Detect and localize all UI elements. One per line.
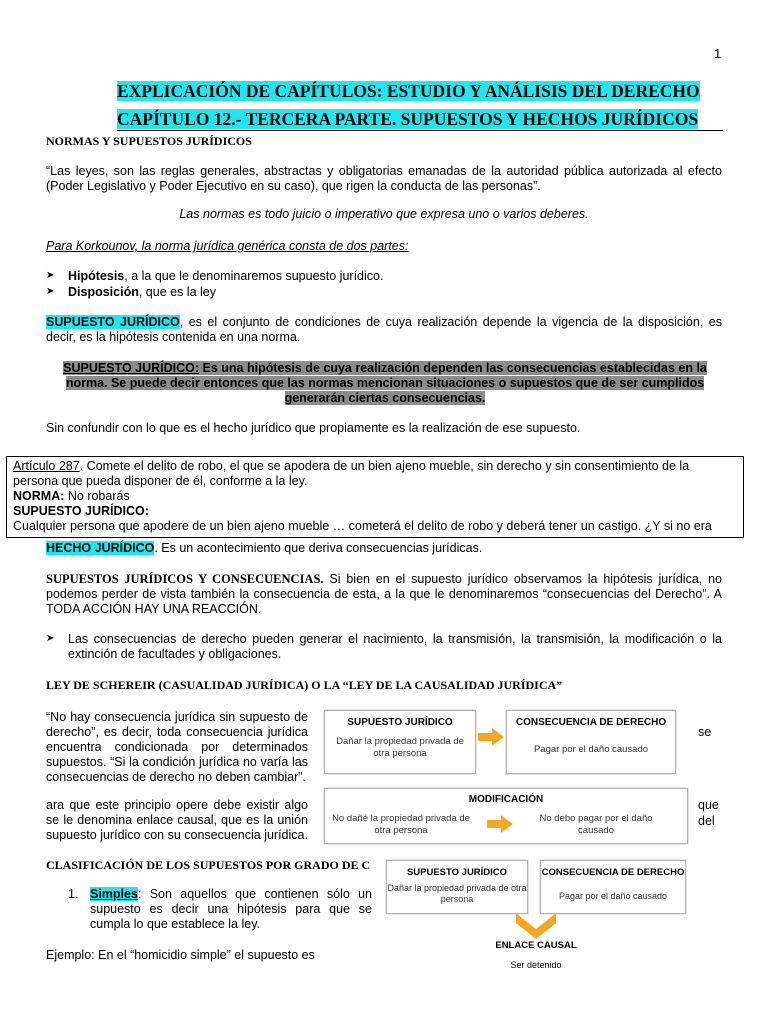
ley-paragraph-1: “No hay consecuencia jurídica sin supuesto de derecho”, es decir, toda consecuencia jurídica encuentra condicionada por determinados supuestos. “Si la condición jurídica no varía las consecuencias de derecho no deben cambiar”. bbox=[46, 710, 308, 784]
ser-detenido-label: Ser detenido bbox=[510, 960, 562, 970]
title-underline bbox=[117, 130, 723, 131]
section-heading-ley: LEY DE SCHEREIR (CASUALIDAD JURÍDICA) O LA “LEY DE LA CAUSALIDAD JURÍDICA” bbox=[46, 678, 563, 692]
norms-definition: Las normas es todo juicio o imperativo que expresa uno o varios deberes. bbox=[179, 207, 589, 221]
consecuencias-bullet bbox=[46, 632, 722, 662]
consecuencias-paragraph: SUPUESTOS JURÍDICOS Y CONSECUENCIAS. Si bien en el supuesto jurídico observamos la hipótesis jurídica, no podemos perder de vista también la consecuencia de esta, a la que le denominaremos “consecuencias del Derecho”. A TODA ACCIÓN HAY UNA REACCIÓN. bbox=[46, 572, 723, 616]
arrow-bullet-icon: ➤ bbox=[46, 270, 55, 281]
item-number: 1. bbox=[68, 887, 79, 901]
list-item bbox=[46, 269, 722, 285]
ejemplo-text: Ejemplo: En el “homicidio simple” el supuesto es bbox=[46, 948, 315, 962]
consecuencia-box: CONSECUENCIA DE DERECHO Pagar por el daño causado bbox=[506, 710, 676, 774]
laws-quote: “Las leyes, son las reglas generales, abstractas y obligatorias emanadas de la autoridad pública autorizada al efecto (Poder Legislativo y Poder Ejecutivo en su caso), que rigen la conducta de las personas”. bbox=[46, 164, 722, 193]
bullet-bold: Disposición bbox=[68, 285, 139, 299]
sin-confundir-text: Sin confundir con lo que es el hecho jurídico que propiamente es la realización de ese supuesto. bbox=[46, 421, 581, 435]
bullet-text: , a la que le denominaremos supuesto jurídico. bbox=[124, 269, 384, 283]
modificacion-box: MODIFICACIÓN No dañé la propiedad privada de otra persona No debo pagar por el daño causado bbox=[324, 788, 688, 844]
bullet-text: , que es la ley bbox=[138, 285, 216, 299]
bullet-text: Las consecuencias de derecho pueden generar el nacimiento, la transmisión, la transmisión, la modificación o la extinción de facultades y obligaciones. bbox=[68, 632, 722, 661]
section-heading-normas: NORMAS Y SUPUESTOS JURÍDICOS bbox=[46, 134, 252, 148]
arrow-bullet-icon: ➤ bbox=[46, 633, 55, 644]
simples-text: : Son aquellos que contienen sólo un supuesto es decir una hipótesis para que se cumpla lo que establece la ley. bbox=[90, 887, 372, 931]
title-line-1: EXPLICACIÓN DE CAPÍTULOS: ESTUDIO Y ANÁLISIS DEL DERECHO bbox=[117, 81, 700, 101]
supuesto-definition: SUPUESTO JURÍDICO, es el conjunto de condiciones de cuya realización depende la vigencia de la disposición, es decir, es la hipótesis contenida en una norma. bbox=[46, 315, 722, 344]
chevron-down-icon bbox=[516, 913, 556, 939]
article-text: Artículo 287. Comete el delito de robo, el que se apodera de un bien ajeno mueble, sin derecho y sin consentimiento de la persona que pueda disponer de él, conforme a la ley. bbox=[13, 459, 690, 488]
simples-label: Simples bbox=[90, 887, 138, 901]
simples-item bbox=[68, 887, 372, 932]
supuesto-line-label: SUPUESTO JURÍDICO: bbox=[13, 504, 149, 518]
page-number: 1 bbox=[714, 46, 722, 61]
supuesto-gray-box: SUPUESTO JURÍDICO: Es una hipótesis de cuya realización dependen las consecuencias establecidas en la norma. Se puede decir entonces que las normas mencionan situaciones o supuestos que de ser cumplidos generarán ciertas consecuencias. bbox=[63, 361, 707, 405]
diagram-modificacion bbox=[324, 788, 686, 848]
bullet-bold: Hipótesis bbox=[68, 269, 125, 283]
korkounov-text: Para Korkounov, la norma jurídica genérica consta de dos partes: bbox=[46, 239, 409, 253]
list-item bbox=[46, 285, 722, 301]
arrow-right-icon bbox=[478, 728, 504, 746]
hecho-juridico: HECHO JURÍDICO. Es un acontecimiento que deriva consecuencias jurídicas. bbox=[46, 541, 483, 555]
ley-paragraph-2-tail-1: que bbox=[698, 798, 719, 812]
supuesto-line-text: Cualquier persona que apodere de un bien ajeno mueble … cometerá el delito de robo y deberá tener un castigo. ¿Y si no era bbox=[13, 519, 712, 533]
bullet-list bbox=[46, 269, 722, 301]
arrow-bullet-icon: ➤ bbox=[46, 286, 55, 297]
article-box bbox=[6, 456, 744, 538]
ley-paragraph-1-tail: se bbox=[698, 725, 712, 739]
norma-line: NORMA: No robarás bbox=[13, 489, 130, 503]
ley-paragraph-2: ara que este principio opere debe existir algo se le denomina enlace causal, que es la unión supuesto jurídico con su consecuencia jurídica. bbox=[46, 798, 308, 842]
title-line-2: CAPÍTULO 12.- TERCERA PARTE. SUPUESTOS Y HECHOS JURÍDICOS bbox=[117, 109, 699, 129]
diagram-causalidad bbox=[324, 706, 686, 776]
section-heading-clasificacion: CLASIFICACIÓN DE LOS SUPUESTOS POR GRADO DE C bbox=[46, 858, 371, 872]
supuesto-box: SUPUESTO JURÍDICO Dañar la propiedad privada de otra persona bbox=[386, 860, 528, 914]
diagram-enlace-causal bbox=[386, 858, 686, 978]
supuesto-box: SUPUESTO JURÍDICO Dañar la propiedad privada de otra persona bbox=[324, 710, 476, 774]
consecuencia-box: CONSECUENCIA DE DERECHO Pagar por el daño causado bbox=[540, 860, 686, 914]
arrow-right-icon bbox=[487, 815, 513, 833]
ley-paragraph-2-tail-2: del bbox=[698, 814, 715, 828]
enlace-causal-label: ENLACE CAUSAL bbox=[495, 940, 577, 951]
supuesto-label: SUPUESTO JURÍDICO bbox=[46, 315, 180, 329]
